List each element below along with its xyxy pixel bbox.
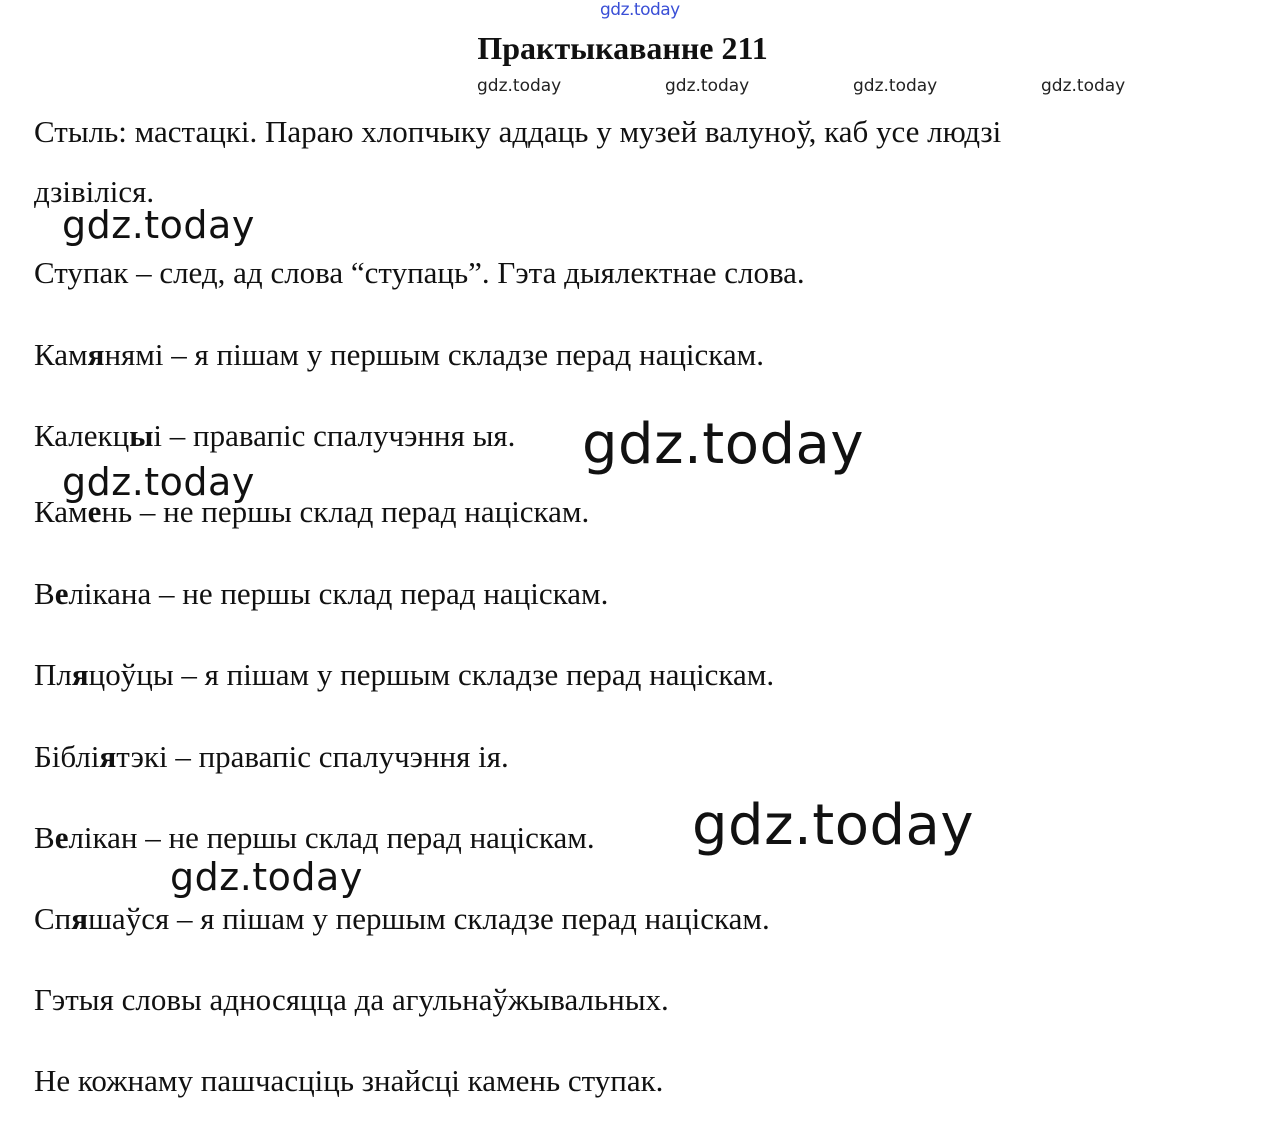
word-prefix: Кам	[34, 494, 88, 529]
paragraph-sentence: Не кожнаму пашчасціць знайсці камень ступак.	[34, 1063, 664, 1098]
watermark: gdz.today	[62, 460, 255, 504]
paragraph-word	[34, 418, 515, 454]
word-prefix: В	[34, 820, 55, 855]
paragraph-style: Стыль: мастацкі. Параю хлопчыку аддаць у музей валуноў, каб усе людзі	[34, 114, 1002, 149]
highlighted-letter: е	[87, 494, 102, 529]
paragraph-word	[34, 576, 608, 612]
word-prefix: Пл	[34, 657, 72, 692]
word-rest: цоўцы – я пішам у першым складзе перад націскам.	[88, 657, 775, 692]
word-rest: шаўся – я пішам у першым складзе перад націскам.	[88, 901, 770, 936]
word-rest: нямі – я пішам у першым складзе перад націскам.	[104, 337, 765, 372]
word-prefix: Калекц	[34, 418, 130, 453]
word-rest: нь – не першы склад перад націскам.	[101, 494, 590, 529]
paragraph-word	[34, 901, 770, 937]
watermark-row-item: gdz.today	[1041, 76, 1126, 96]
paragraph-conclusion: Гэтыя словы адносяцца да агульнаўжывальных.	[34, 982, 669, 1017]
watermark-row-item: gdz.today	[477, 76, 562, 96]
word-rest: лікана – не першы склад перад націскам.	[68, 576, 609, 611]
watermark-row-item: gdz.today	[853, 76, 938, 96]
paragraph-word	[34, 337, 764, 373]
word-rest: лікан – не першы склад перад націскам.	[68, 820, 595, 855]
watermark: gdz.today	[692, 793, 975, 858]
watermark-top: gdz.today	[600, 0, 680, 20]
paragraph-word	[34, 739, 509, 775]
watermark: gdz.today	[62, 203, 255, 247]
word-rest: тэкі – правапіс спалучэння ія.	[116, 739, 509, 774]
watermark-row-item: gdz.today	[665, 76, 750, 96]
page-title: Практыкаванне 211	[477, 30, 768, 66]
highlighted-letter: я	[71, 657, 89, 692]
paragraph-word	[34, 820, 595, 856]
word-rest: і – правапіс спалучэння ыя.	[153, 418, 516, 453]
word-prefix: Сп	[34, 901, 72, 936]
highlighted-letter: я	[87, 337, 105, 372]
watermark: gdz.today	[170, 855, 363, 899]
paragraph-stupak: Ступак – след, ад слова “ступаць”. Гэта дыялектнае слова.	[34, 255, 805, 290]
highlighted-letter: е	[54, 576, 69, 611]
highlighted-letter: я	[99, 739, 117, 774]
word-prefix: Біблі	[34, 739, 100, 774]
highlighted-letter: ы	[129, 418, 154, 453]
paragraph-word	[34, 657, 774, 693]
paragraph-style-cont: дзівіліся.	[34, 174, 155, 209]
watermark: gdz.today	[582, 412, 865, 477]
word-prefix: В	[34, 576, 55, 611]
word-prefix: Кам	[34, 337, 88, 372]
highlighted-letter: я	[71, 901, 89, 936]
highlighted-letter: е	[54, 820, 69, 855]
